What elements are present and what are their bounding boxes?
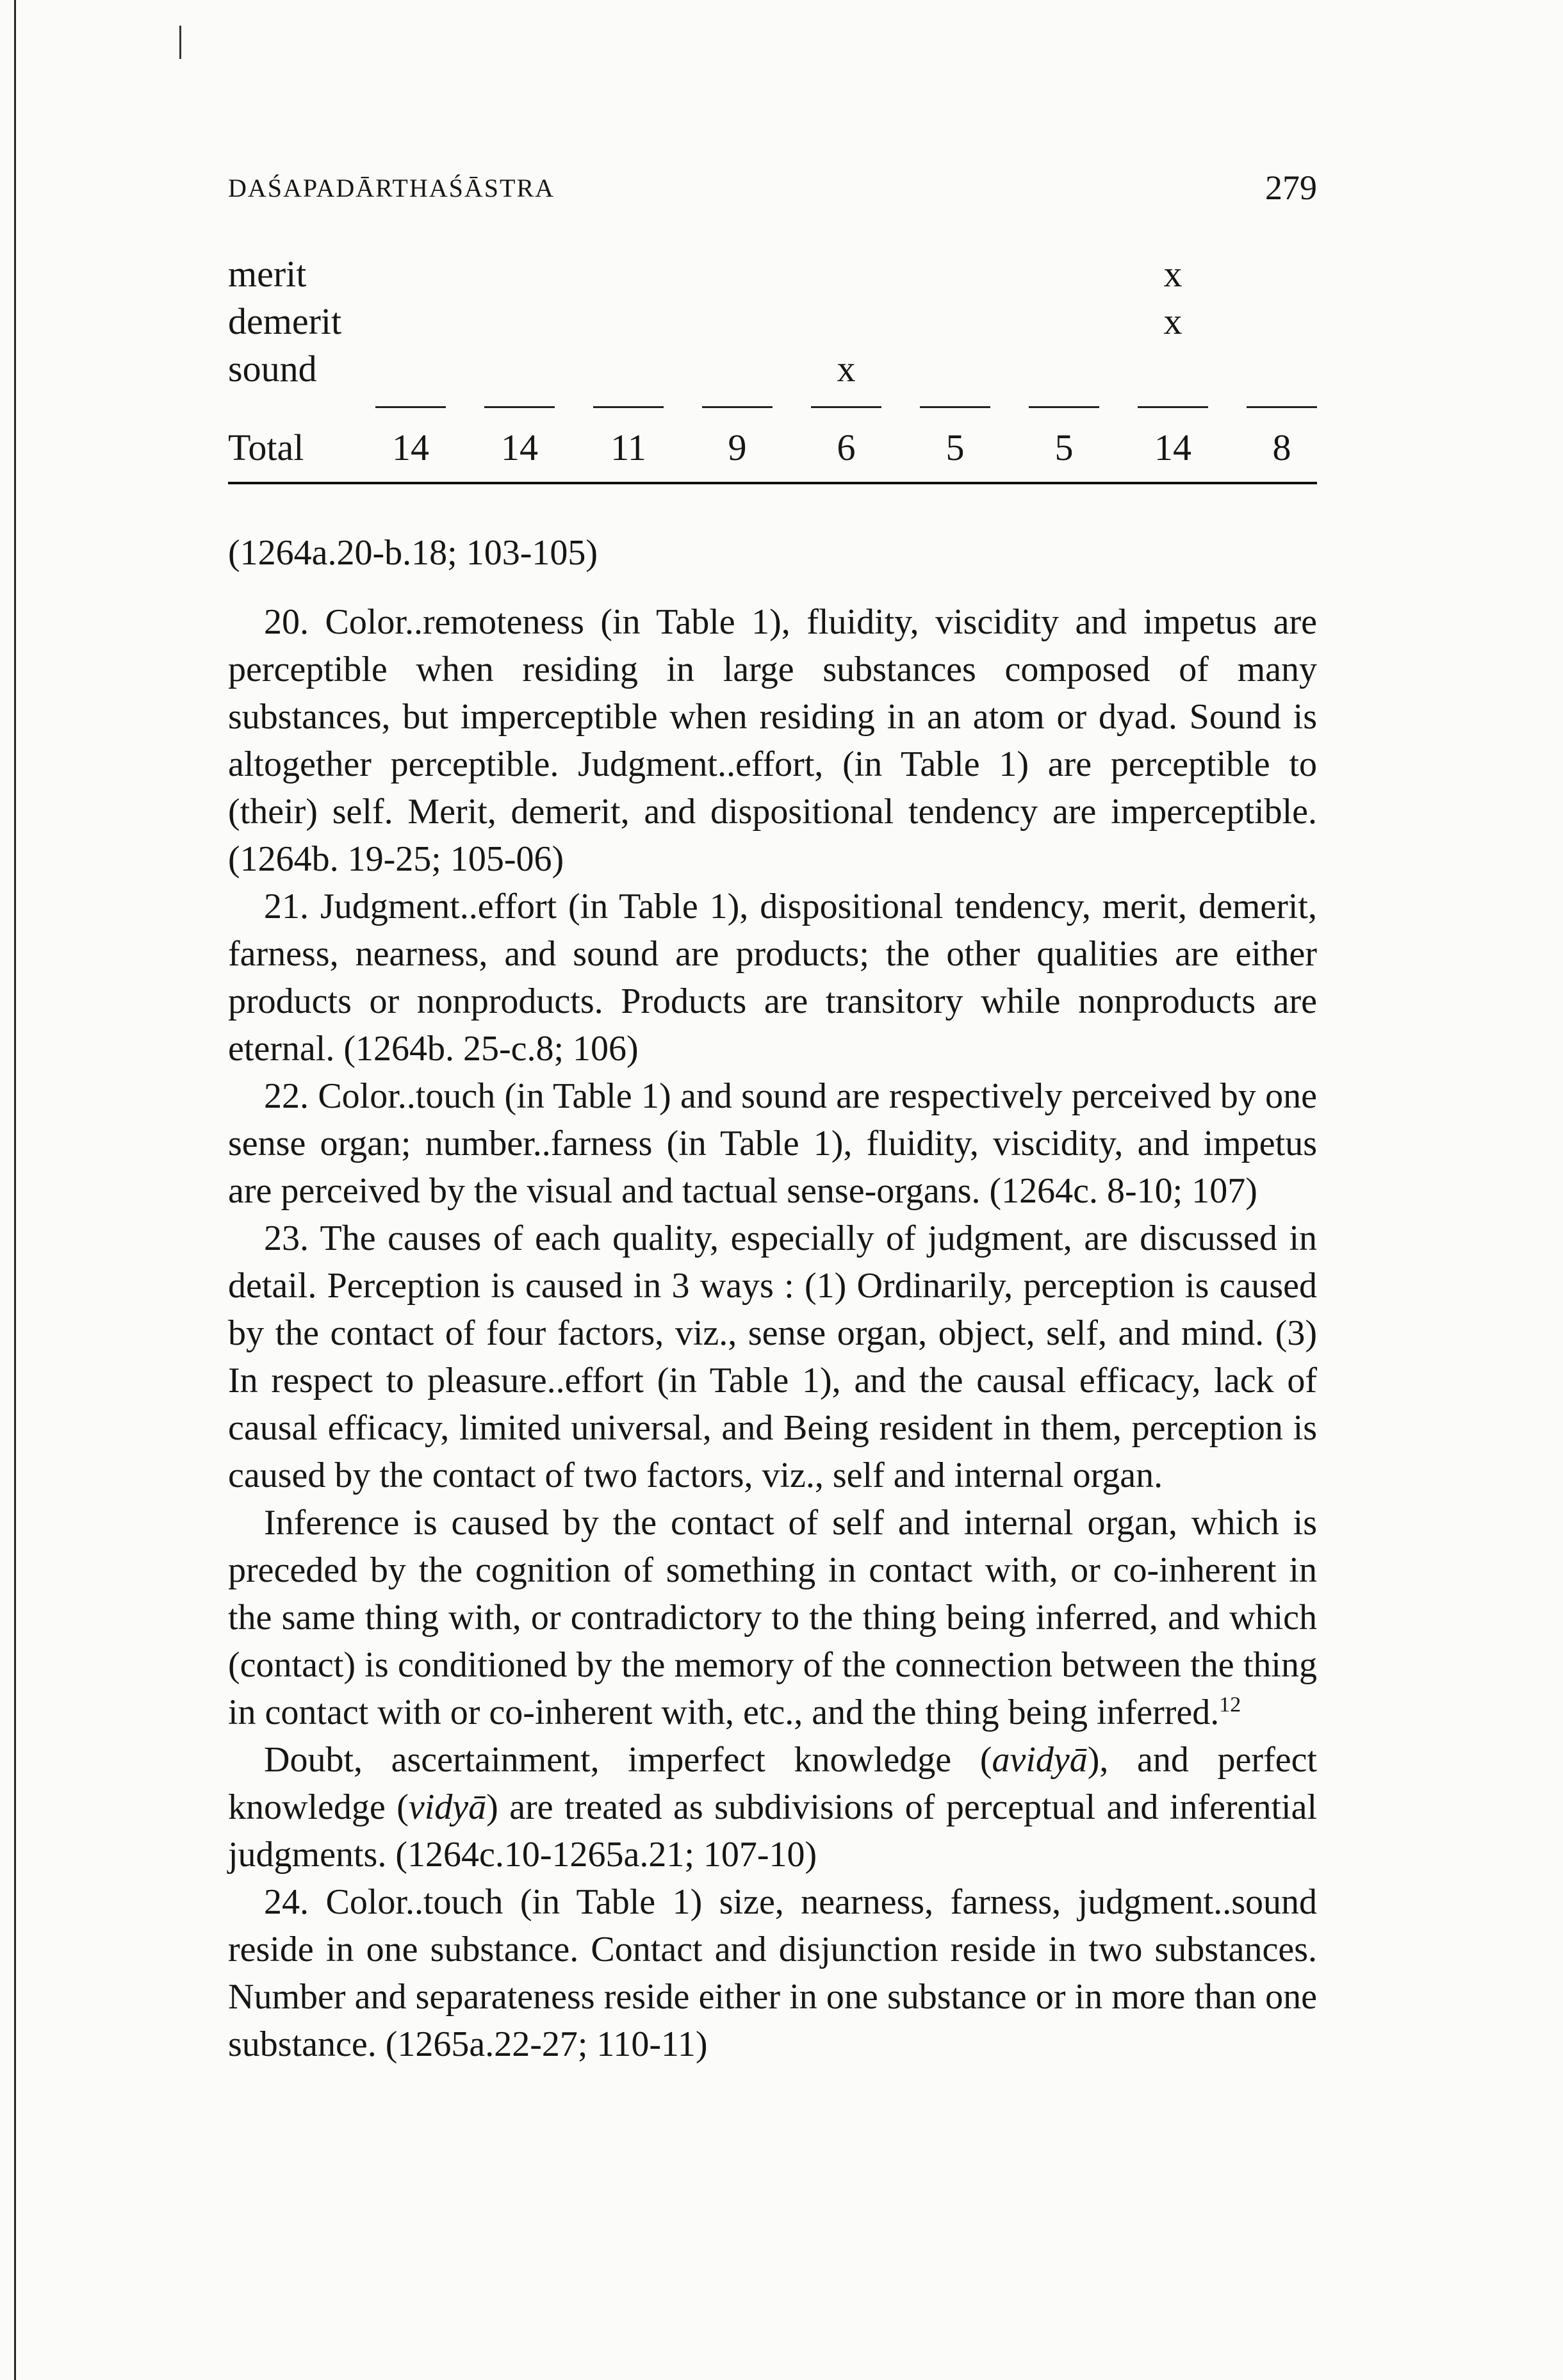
column-rule <box>1138 406 1208 408</box>
table-cell <box>1010 250 1118 297</box>
page-edge-mark <box>179 26 181 59</box>
italic-term: vidyā <box>408 1787 487 1827</box>
column-rule <box>1029 406 1099 408</box>
table-cell <box>574 297 683 345</box>
table-cell <box>1227 345 1336 392</box>
page-edge-line <box>14 0 16 2380</box>
total-label: Total <box>228 426 304 468</box>
total-value: 14 <box>501 426 538 468</box>
paragraph-text: 20. Color..remoteness (in Table 1), fluidity, viscidity and impetus are perceptible when residing in large substances composed of many substances, but imperceptible when residing in an atom or dyad. Sound is altogether perceptible. Judgment..effort, (in Table 1) are perceptible to (their) self. Merit, demerit, and dispositional tendency are imperceptible. (1264b. 19-25; 105-06) <box>228 602 1317 879</box>
table-cell <box>901 297 1010 345</box>
table-cell <box>1227 250 1336 297</box>
text-run: ), and perfect knowledge ( <box>228 1740 1317 1827</box>
table-bottom-rule <box>228 482 1317 484</box>
body-text <box>228 529 1317 2068</box>
total-value: 11 <box>610 426 646 468</box>
table-cell <box>356 297 465 345</box>
separator-row <box>228 392 1336 422</box>
paragraph <box>228 1878 1317 2068</box>
paragraph-text: Inference is caused by the contact of self and internal organ, which is preceded by the cognition of something in contact with, or co-inherent in the same thing with, or contradictory to the thing being inferred, and which (contact) is conditioned by the memory of the connection between the thing in contact with or co-inherent with, etc., and the thing being inferred. <box>228 1503 1317 1732</box>
source-reference: (1264a.20-b.18; 103-105) <box>228 533 598 573</box>
total-value: 9 <box>728 426 747 468</box>
table-cell: x <box>1163 300 1182 342</box>
row-label: merit <box>228 252 307 295</box>
row-label: sound <box>228 347 317 390</box>
italic-term: avidyā <box>992 1740 1088 1780</box>
qualities-table <box>228 250 1336 473</box>
page-header <box>228 168 1317 219</box>
total-value: 8 <box>1272 426 1291 468</box>
column-rule <box>702 406 773 408</box>
total-value: 5 <box>945 426 965 468</box>
paragraph-text: 24. Color..touch (in Table 1) size, nearness, farness, judgment..sound reside in one substance. Contact and disjunction reside in two substances. Number and separateness reside either in one substance or in more than one substance. (1265a.22-27; 110-11) <box>228 1882 1317 2064</box>
table-cell <box>683 297 792 345</box>
table-cell <box>792 250 901 297</box>
table-cell <box>1227 297 1336 345</box>
column-rule <box>920 406 990 408</box>
column-rule <box>1247 406 1317 408</box>
table-cell <box>901 250 1010 297</box>
column-rule <box>593 406 664 408</box>
table-cell <box>683 250 792 297</box>
table-cell: x <box>837 347 856 390</box>
footnote-marker: 12 <box>1219 1693 1241 1717</box>
text-run: Doubt, ascertainment, imperfect knowledge ( <box>264 1740 992 1780</box>
table-cell <box>465 297 574 345</box>
column-rule <box>811 406 881 408</box>
paragraph <box>228 883 1317 1072</box>
row-label: demerit <box>228 300 342 342</box>
table-cell <box>792 297 901 345</box>
table-cell <box>574 345 683 392</box>
table-cell <box>683 345 792 392</box>
paragraph-text: 23. The causes of each quality, especially of judgment, are discussed in detail. Perception is caused in 3 ways : (1) Ordinarily, perception is caused by the contact of four factors, viz., sense organ, object, self, and mind. (3) In respect to pleasure..effort (in Table 1), and the causal efficacy, lack of causal efficacy, limited universal, and Being resident in them, perception is caused by the contact of two factors, viz., self and internal organ. <box>228 1219 1317 1495</box>
column-rule <box>375 406 446 408</box>
table-cell <box>1118 345 1227 392</box>
paragraph <box>228 1072 1317 1215</box>
table-cell <box>1010 297 1118 345</box>
paragraph <box>228 1736 1317 1878</box>
table-cell <box>356 345 465 392</box>
total-value: 14 <box>1154 426 1191 468</box>
table-row <box>228 345 1336 392</box>
paragraph <box>228 1215 1317 1499</box>
table-row <box>228 250 1336 297</box>
table-cell <box>356 250 465 297</box>
column-rule <box>484 406 555 408</box>
total-value: 14 <box>392 426 429 468</box>
paragraph-text: 22. Color..touch (in Table 1) and sound are respectively perceived by one sense organ; number..farness (in Table 1), fluidity, viscidity, and impetus are perceived by the visual and tactual sense-organs. (1264c. 8-10; 107) <box>228 1076 1317 1211</box>
table-cell <box>465 345 574 392</box>
table-cell <box>1010 345 1118 392</box>
table-cell <box>465 250 574 297</box>
paragraph <box>228 1499 1317 1736</box>
table-cell <box>901 345 1010 392</box>
running-title: DAŚAPADĀRTHAŚĀSTRA <box>228 174 555 202</box>
table-row <box>228 297 1336 345</box>
total-value: 6 <box>837 426 856 468</box>
total-value: 5 <box>1054 426 1074 468</box>
paragraph <box>228 598 1317 883</box>
paragraph-text: 21. Judgment..effort (in Table 1), dispositional tendency, merit, demerit, farness, nearness, and sound are products; the other qualities are either products or nonproducts. Products are transitory while nonproducts are eternal. (1264b. 25-c.8; 106) <box>228 887 1317 1069</box>
page-number: 279 <box>1265 168 1317 207</box>
table-cell <box>574 250 683 297</box>
text-run: ) are treated as subdivisions of perceptual and inferential judgments. (1264c.10-1265a.21; 107-10) <box>228 1787 1318 1875</box>
table-cell: x <box>1163 252 1182 295</box>
total-row <box>228 422 1336 473</box>
